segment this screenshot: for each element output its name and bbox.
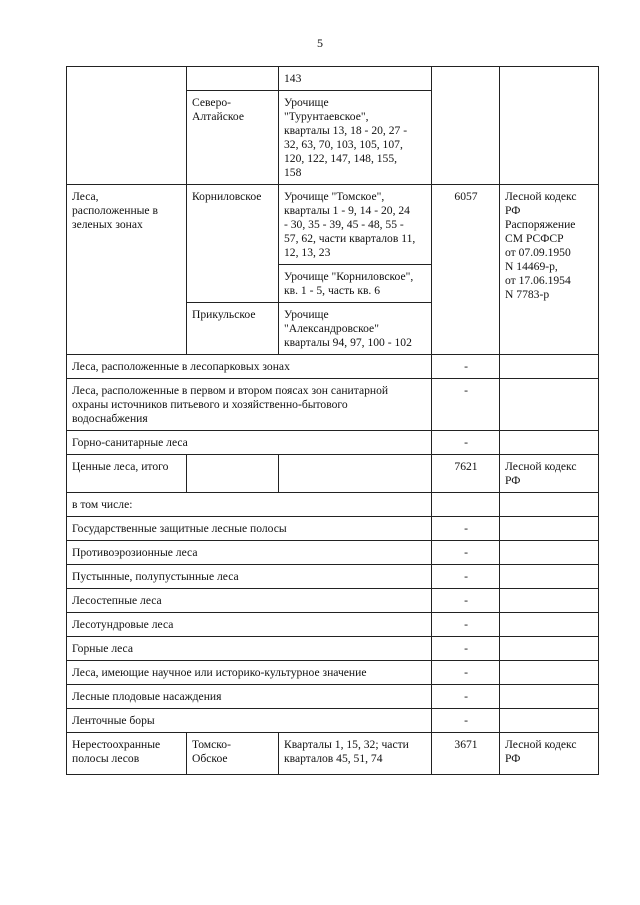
table-row [67, 67, 599, 91]
table-row [67, 661, 599, 685]
table-cell: Горные леса [67, 637, 432, 661]
table-cell [500, 541, 599, 565]
table-cell: Государственные защитные лесные полосы [67, 517, 432, 541]
table-cell [279, 455, 432, 493]
table-cell: - [432, 709, 500, 733]
table-row [67, 565, 599, 589]
table-row [67, 589, 599, 613]
table-cell [500, 637, 599, 661]
table-cell: - [432, 685, 500, 709]
table-cell: Леса, имеющие научное или историко-культурное значение [67, 661, 432, 685]
table-cell: Противоэрозионные леса [67, 541, 432, 565]
table-cell: - [432, 589, 500, 613]
table-cell: Урочище "Александровское" кварталы 94, 97, 100 - 102 [279, 303, 432, 355]
table-cell: Лесотундровые леса [67, 613, 432, 637]
table-row [67, 355, 599, 379]
table-cell [500, 685, 599, 709]
table-row [67, 733, 599, 775]
table-cell: Лесной кодекс РФ [500, 733, 599, 775]
table-cell: - [432, 541, 500, 565]
table-cell: - [432, 431, 500, 455]
table-cell: - [432, 637, 500, 661]
table-cell: Урочище "Корниловское", кв. 1 - 5, часть кв. 6 [279, 265, 432, 303]
table-cell: 7621 [432, 455, 500, 493]
table-cell [500, 517, 599, 541]
table-cell: - [432, 613, 500, 637]
table-cell: Леса, расположенные в лесопарковых зонах [67, 355, 432, 379]
table-cell [500, 67, 599, 185]
table-cell: - [432, 355, 500, 379]
table-row [67, 493, 599, 517]
table-cell [500, 431, 599, 455]
table-cell: - [432, 379, 500, 431]
table-row [67, 685, 599, 709]
table-cell: Прикульское [187, 303, 279, 355]
table-cell [500, 493, 599, 517]
table-cell: Урочище "Турунтаевское", кварталы 13, 18 - 20, 27 - 32, 63, 70, 103, 105, 107, 120, 122, 147, 148, 155, 158 [279, 91, 432, 185]
table-cell [67, 67, 187, 185]
table-cell: Ценные леса, итого [67, 455, 187, 493]
table-row [67, 185, 599, 265]
table-cell: Лесные плодовые насаждения [67, 685, 432, 709]
table-cell [187, 67, 279, 91]
table-cell: 143 [279, 67, 432, 91]
table-cell: 6057 [432, 185, 500, 355]
table-cell: Ленточные боры [67, 709, 432, 733]
forest-category-table [66, 66, 599, 775]
table-cell: Томско- Обское [187, 733, 279, 775]
table-cell: Леса, расположенные в первом и втором поясах зон санитарной охраны источников питьевого и хозяйственно-бытового водоснабжения [67, 379, 432, 431]
table-row [67, 613, 599, 637]
table-row [67, 517, 599, 541]
table-cell: - [432, 517, 500, 541]
table-cell: Горно-санитарные леса [67, 431, 432, 455]
table-cell [187, 455, 279, 493]
page-number: 5 [317, 36, 323, 50]
table-row [67, 455, 599, 493]
table-cell: - [432, 661, 500, 685]
table-cell [432, 493, 500, 517]
table-cell [500, 613, 599, 637]
table-cell: 3671 [432, 733, 500, 775]
table-cell: Лесной кодекс РФ Распоряжение СМ РСФСР от 07.09.1950 N 14469-р, от 17.06.1954 N 7783-р [500, 185, 599, 355]
table-cell: Урочище "Томское", кварталы 1 - 9, 14 - 20, 24 - 30, 35 - 39, 45 - 48, 55 - 57, 62, части кварталов 11, 12, 13, 23 [279, 185, 432, 265]
table-cell: Нерестоохранные полосы лесов [67, 733, 187, 775]
table-cell: Лесной кодекс РФ [500, 455, 599, 493]
table-row [67, 541, 599, 565]
table-row [67, 431, 599, 455]
table-cell [500, 355, 599, 379]
table-cell: Корниловское [187, 185, 279, 303]
table-cell: Пустынные, полупустынные леса [67, 565, 432, 589]
table-cell [500, 565, 599, 589]
table-cell [500, 589, 599, 613]
table-cell [432, 67, 500, 185]
table-cell: - [432, 565, 500, 589]
table-cell: Лесостепные леса [67, 589, 432, 613]
table-cell [500, 661, 599, 685]
table-cell: Леса, расположенные в зеленых зонах [67, 185, 187, 355]
table-row [67, 379, 599, 431]
table-cell: Кварталы 1, 15, 32; части кварталов 45, 51, 74 [279, 733, 432, 775]
table-cell [500, 379, 599, 431]
table-cell: Северо- Алтайское [187, 91, 279, 185]
table-row [67, 637, 599, 661]
table-cell: в том числе: [67, 493, 432, 517]
table-cell [500, 709, 599, 733]
table-row [67, 709, 599, 733]
